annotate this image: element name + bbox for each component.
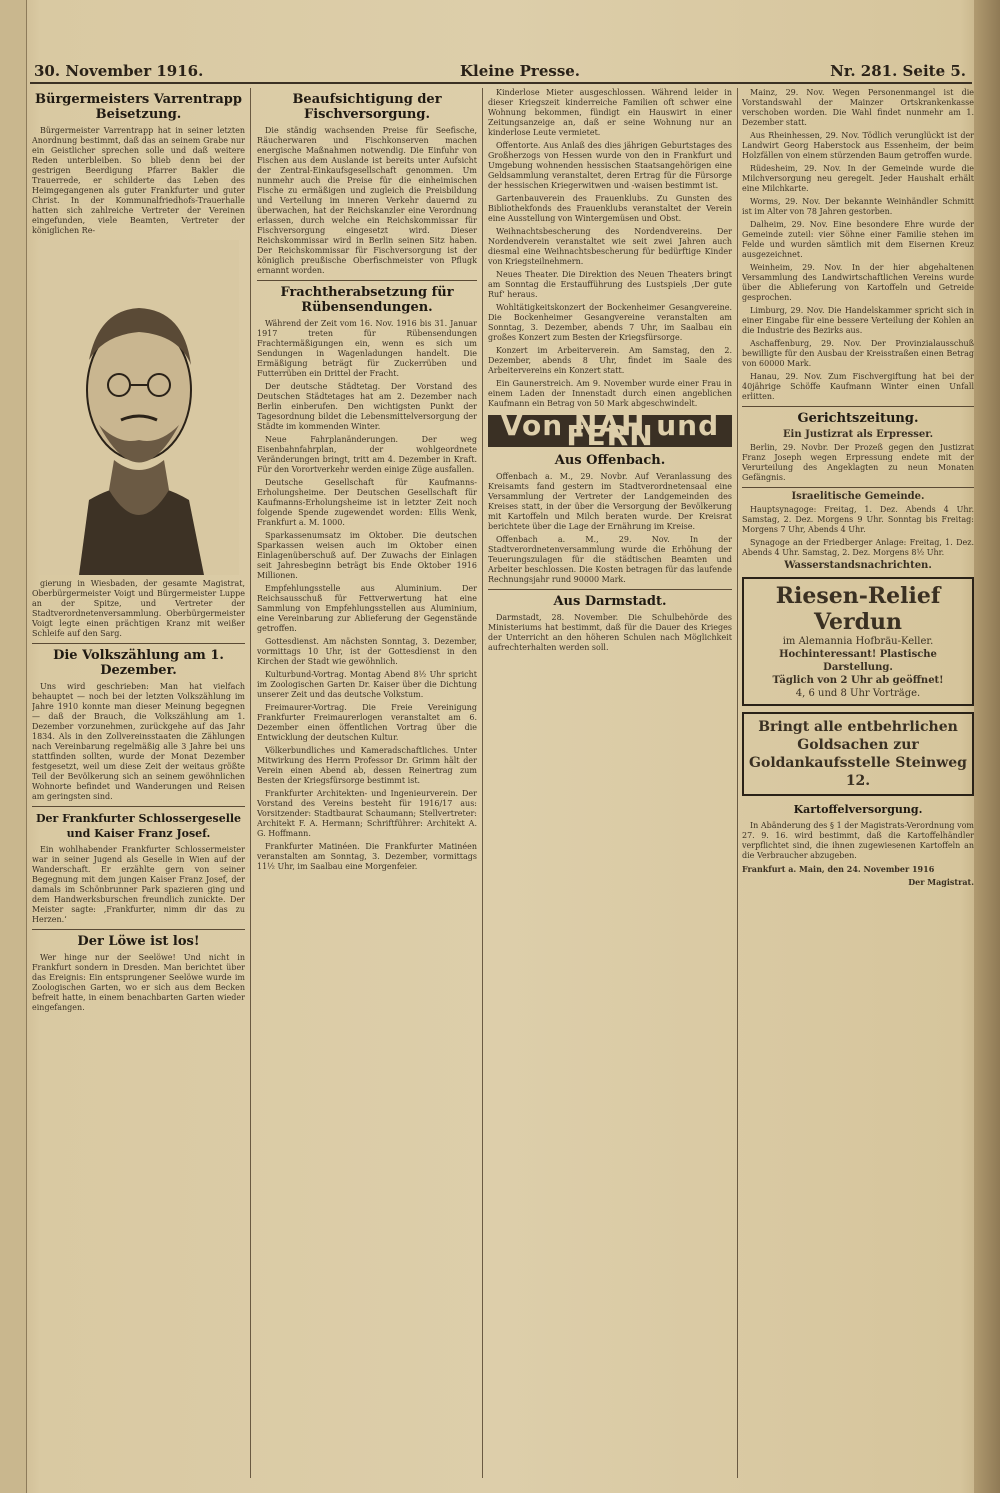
left-margin-strip <box>0 0 27 1493</box>
advertisement-gold: Bringt alle entbehrlichen Goldsachen zur Goldankaufsstelle Steinweg 12. <box>742 712 974 796</box>
article-text: Offentorte. Aus Anlaß des dies jährigen Geburtstages des Großherzogs von Hessen wurde von den in Frankfurt und Umgebung wohnenden hessischen Staatsangehörigen eine Geldsammlung veranstaltet, deren Ertrag für die Fürsorge der hessischen Kriegerwitwen und -waisen bestimmt ist. <box>488 141 732 190</box>
article-heading: Kartoffelversorgung. <box>793 803 923 816</box>
article-text: Weihnachtsbescherung des Nordendvereins. Der Nordendverein veranstaltet wie seit zwei Jahren auch diesmal eine Weihnachtsbescherung für bedürftige Kinder von Kriegsteilnehmern. <box>488 227 732 266</box>
header-date: 30. November 1916. <box>34 62 204 80</box>
article-text: Wohltätigkeitskonzert der Bockenheimer Gesangvereine. Die Bockenheimer Gesangvereine veranstalten am Sonntag, 3. Dezember, abends 7 Uhr, im Saalbau ein großes Konzert zum Besten der Kriegsfürsorge. <box>488 303 732 342</box>
divider <box>32 806 245 807</box>
article-heading: Wasserstandsnachrichten. <box>784 560 932 571</box>
article-text: Uns wird geschrieben: Man hat vielfach behauptet — noch bei der letzten Volkszählung im Jahre 1910 konnte man dieser Meinung begegnen — daß der Brauch, die Volkszählung am 1. Dezember vorzunehmen, zurückgehe auf das Jahr 1834. Als in den Zollvereinsstaaten die Zählungen nach Vereinbarung regelmäßig alle 3 Jahre bei uns stattfinden sollten, wurde der Monat Dezember festgesetzt, weil um diese Zeit der weitaus größte Teil der Bevölkerung sich an seinem gewöhnlichen Wohnorte befindet und Wanderungen und Reisen am geringsten sind. <box>32 682 245 801</box>
divider <box>32 643 245 644</box>
advertisement-verdun <box>742 577 974 706</box>
article-text: Darmstadt, 28. November. Die Schulbehörde des Ministeriums hat bestimmt, daß für die Dauer des Krieges der Unterricht an den höheren Schulen nach Möglichkeit aufrechterhalten werden soll. <box>488 613 732 652</box>
article-text: Neues Theater. Die Direktion des Neuen Theaters bringt am Sonntag die Erstaufführung des Lustspiels ‚Der gute Ruf‘ heraus. <box>488 270 732 299</box>
article-text: gierung in Wiesbaden, der gesamte Magistrat, Oberbürgermeister Voigt und Bürgermeister Luppe an der Spitze, und Vertreter der Stadtverordnetenversammlung. Oberbürgermeister Voigt legte einen prächtigen Kranz mit weißer Schleife auf den Sarg. <box>32 579 245 638</box>
article-text: Der deutsche Städtetag. Der Vorstand des Deutschen Städtetages hat am 2. Dezember nach Berlin einberufen. Den wichtigsten Punkt der Tagesordnung bildet die Lebensmittelversorgung der Städte im kommenden Winter. <box>257 382 477 431</box>
article-text: Rüdesheim, 29. Nov. In der Gemeinde wurde die Milchversorgung neu geregelt. Jeder Haushalt erhält eine Milchkarte. <box>742 164 974 193</box>
article-heading: Der Löwe ist los! <box>77 934 200 949</box>
binding-edge <box>974 0 1000 1493</box>
section-heading: Aus Offenbach. <box>554 453 666 468</box>
section-banner-von-nah-und-fern: Von NAH und FERN <box>488 415 732 447</box>
article-text: Frankfurter Architekten- und Ingenieurverein. Der Vorstand des Vereins besteht für 1916/17 aus: Vorsitzender: Stadtbaurat Schaumann; Stellvertreter: Architekt F. A. Hermann; Schriftführer: Architekt A. G. Hoffmann. <box>257 789 477 838</box>
article-text: Synagoge an der Friedberger Anlage: Freitag, 1. Dez. Abends 4 Uhr. Samstag, 2. Dez. Morgens 8½ Uhr. <box>742 538 974 557</box>
article-heading: Die Volkszählung am 1. Dezember. <box>53 648 224 678</box>
article-heading: Ein Justizrat als Erpresser. <box>782 429 934 440</box>
article-text: Während der Zeit vom 16. Nov. 1916 bis 31. Januar 1917 treten für Rübensendungen Frachtermäßigungen ein, wenn es sich um Sendungen in Wagenladungen handelt. Die Ermäßigung beträgt für Zuckerrüben und Futterrüben ein Drittel der Fracht. <box>257 319 477 378</box>
article-text: Empfehlungsstelle aus Aluminium. Der Reichsausschuß für Fettverwertung hat eine Sammlung von Empfehlungsstellen aus Aluminium, eine Vereinbarung zur Ablieferung der Gegenstände getroffen. <box>257 584 477 633</box>
article-heading: Frachtherabsetzung für Rübensendungen. <box>280 285 454 315</box>
ad-subtitle: im Alemannia Hofbräu-Keller. <box>782 636 934 647</box>
article-heading: Bürgermeisters Varrentrapp Beisetzung. <box>35 92 242 122</box>
article-text: Offenbach a. M., 29. Nov. In der Stadtverordnetenversammlung wurde die Erhöhung der Teuerungszulagen für die städtischen Beamten und Arbeiter beschlossen. Die Kosten betragen für das laufende Rechnungsjahr rund 90000 Mark. <box>488 535 732 584</box>
header-paper-title: Kleine Presse. <box>460 62 581 80</box>
divider <box>742 487 974 488</box>
article-text: Aus Rheinhessen, 29. Nov. Tödlich verunglückt ist der Landwirt Georg Haberstock aus Essenheim, der beim Holzfällen von einem stürzenden Baum getroffen wurde. <box>742 131 974 160</box>
article-text: Ein wohlhabender Frankfurter Schlossermeister war in seiner Jugend als Geselle in Wien auf der Wanderschaft. Er erzählte gern von seiner Begegnung mit dem jungen Kaiser Franz Josef, der damals im Schönbrunner Park spazieren ging und dem Handwerksburschen freundlich zunickte. Der Meister sagte: ‚Frankfurter, nimm dir das zu Herzen.‘ <box>32 845 245 924</box>
article-heading: Beaufsichtigung der Fischversorgung. <box>292 92 442 122</box>
article-heading: Israelitische Gemeinde. <box>791 491 925 502</box>
divider <box>742 406 974 407</box>
article-text: Sparkassenumsatz im Oktober. Die deutschen Sparkassen weisen auch im Oktober einen Einlagenüberschuß auf. Der Zuwachs der Einlagen seit Jahresbeginn beträgt bis Ende Oktober 1916 Millionen. <box>257 531 477 580</box>
divider <box>257 280 477 281</box>
article-text: Die ständig wachsenden Preise für Seefische, Räucherwaren und Fischkonserven machen energische Maßnahmen notwendig. Die Einfuhr von Fischen aus dem Auslande ist bereits unter Aufsicht der Zentral-Einkaufsgesellschaft genommen. Um nunmehr auch die Preise für die einheimischen Fische zu ermäßigen und zugleich die Preisbildung und Verteilung im inneren Verkehr dauernd zu überwachen, hat der Reichskanzler eine Verordnung erlassen, durch welche ein Reichskommissar für Fischversorgung eingesetzt wird. Dieser Reichskommissar wird in Berlin seinen Sitz haben. Der Reichskommissar für Fischversorgung ist der königlich preußische Oberfischmeister von Pflugk ernannt worden. <box>257 126 477 275</box>
article-text: Limburg, 29. Nov. Die Handelskammer spricht sich in einer Eingabe für eine bessere Verteilung der Kohlen an die Industrie des Bezirks aus. <box>742 306 974 335</box>
section-heading: Gerichtszeitung. <box>797 411 919 426</box>
column-2 <box>257 88 477 1483</box>
column-rule <box>737 88 738 1478</box>
header-issue: Nr. 281. Seite 5. <box>830 62 966 80</box>
article-text: Weinheim, 29. Nov. In der hier abgehaltenen Versammlung des Landwirtschaftlichen Vereins wurde über die Ablieferung von Kartoffeln und Getreide gesprochen. <box>742 263 974 302</box>
article-text: Worms, 29. Nov. Der bekannte Weinhändler Schmitt ist im Alter von 78 Jahren gestorben. <box>742 197 974 216</box>
column-1 <box>32 88 245 1483</box>
article-text: Deutsche Gesellschaft für Kaufmanns-Erholungsheime. Der Deutschen Gesellschaft für Kaufmanns-Erholungsheime ist in letzter Zeit noch folgende Spende zugewendet worden: Ellis Wenk, Frankfurt a. M. 1000. <box>257 478 477 527</box>
article-text: Neue Fahrplanänderungen. Der weg Eisenbahnfahrplan, der wohlgeordnete Veränderungen bringt, tritt am 4. Dezember in Kraft. Für den Vorortverkehr werden einige Züge ausfallen. <box>257 435 477 474</box>
page-header <box>30 58 972 84</box>
article-text: Kulturbund-Vortrag. Montag Abend 8½ Uhr spricht im Zoologischen Garten Dr. Kaiser über die Dichtung unserer Zeit und das deutsche Volkstum. <box>257 670 477 699</box>
column-3 <box>488 88 732 1483</box>
article-text: Offenbach a. M., 29. Novbr. Auf Veranlassung des Kreisamts fand gestern im Stadtverordnetensaal eine Versammlung der Vertreter der Landgemeinden des Kreises statt, in der über die Versorgung der Bevölkerung mit Kartoffeln und Milch beraten wurde. Der Kreisrat berichtete über die Lage der Ernährung im Kreise. <box>488 472 732 531</box>
article-text: Gottesdienst. Am nächsten Sonntag, 3. Dezember, vormittags 10 Uhr, ist der Gottesdienst in den Kirchen der Stadt wie gewöhnlich. <box>257 637 477 666</box>
article-text: In Abänderung des § 1 der Magistrats-Verordnung vom 27. 9. 16. wird bestimmt, daß die Kartoffelhändler verpflichtet sind, die ihnen zugewiesenen Kartoffeln an die Verbraucher abzugeben. <box>742 821 974 860</box>
article-text: Ein Gaunerstreich. Am 9. November wurde einer Frau in einem Laden der Innenstadt durch einen angeblichen Kaufmann ein Betrag von 50 Mark abgeschwindelt. <box>488 379 732 408</box>
article-text: Bürgermeister Varrentrapp hat in seiner letzten Anordnung bestimmt, daß das an seinem Grabe nur ein Geistlicher sprechen solle und daß weitere Reden unterbleiben. So blieb denn bei der gestrigen Beerdigung Pfarrer Bakler die Trauerrede, er schilderte das Leben des Heimgegangenen als guter Frankfurter und guter Christ. In der Kommunalfriedhofs-Trauerhalle hatten sich zahlreiche Vertreter der Vereinen eingefunden, viele Beamten, Vertreter der königlichen Re- <box>32 126 245 235</box>
article-heading: Der Frankfurter Schlossergeselle und Kaiser Franz Josef. <box>35 812 242 840</box>
ad-line: Hochinteressant! Plastische Darstellung. <box>779 649 937 673</box>
article-text: Hauptsynagoge: Freitag, 1. Dez. Abends 4 Uhr. Samstag, 2. Dez. Morgens 9 Uhr. Sonntag bis Freitag: Morgens 7 Uhr, Abends 4 Uhr. <box>742 505 974 534</box>
article-text: Berlin, 29. Novbr. Der Prozeß gegen den Justizrat Franz Joseph wegen Erpressung endete mit der Verurteilung des Angeklagten zu neun Monaten Gefängnis. <box>742 443 974 482</box>
article-text: Kinderlose Mieter ausgeschlossen. Während leider in dieser Kriegszeit kinderreiche Familien oft schwer eine Wohnung bekommen, fündigt ein Hauswirt in einer Zeitungsanzeige an, daß er seine Wohnung nur an kinderlose Leute vermietet. <box>488 88 732 137</box>
article-text: Freimaurer-Vortrag. Die Freie Vereinigung Frankfurter Freimaurerlogen veranstaltet am 6. Dezember einen öffentlichen Vortrag über die Entwicklung der deutschen Kultur. <box>257 703 477 742</box>
divider <box>488 589 732 590</box>
ad-title: Riesen-Relief Verdun <box>775 583 941 635</box>
article-text: Dalheim, 29. Nov. Eine besondere Ehre wurde der Gemeinde zuteil: vier Söhne einer Familie stehen im Felde und wurden sämtlich mit dem Eisernen Kreuz ausgezeichnet. <box>742 220 974 259</box>
article-text: Hanau, 29. Nov. Zum Fischvergiftung hat bei der 40jährige Schöffe Kaufmann Winter einen Unfall erlitten. <box>742 372 974 401</box>
signature: Der Magistrat. <box>908 877 974 887</box>
portrait-illustration <box>39 240 239 575</box>
section-heading: Aus Darmstadt. <box>553 594 667 609</box>
article-text: Völkerbundliches und Kameradschaftliches. Unter Mitwirkung des Herrn Professor Dr. Grimm hält der Verein einen Abend ab, dessen Reinertrag zum Besten der Kriegsfürsorge bestimmt ist. <box>257 746 477 785</box>
signature-place-date: Frankfurt a. Main, den 24. November 1916 <box>742 864 935 874</box>
article-text: Konzert im Arbeiterverein. Am Samstag, den 2. Dezember, abends 8 Uhr, findet im Saale des Arbeitervereins ein Konzert statt. <box>488 346 732 375</box>
divider <box>32 929 245 930</box>
column-rule <box>250 88 251 1478</box>
article-text: Frankfurter Matinéen. Die Frankfurter Matinéen veranstalten am Sonntag, 3. Dezember, vormittags 11½ Uhr, im Saalbau eine Morgenfeier. <box>257 842 477 871</box>
article-text: Mainz, 29. Nov. Wegen Personenmangel ist die Vorstandswahl der Mainzer Ortskrankenkasse verschoben worden. Die Wahl findet nunmehr am 1. Dezember statt. <box>742 88 974 127</box>
column-4 <box>742 88 974 1483</box>
ad-line: 4, 6 und 8 Uhr Vorträge. <box>795 688 921 699</box>
article-text: Wer hinge nur der Seelöwe! Und nicht in Frankfurt sondern in Dresden. Man berichtet über das Ereignis: Ein entsprungener Seelöwe wurde im Zoologischen Garten, wo er sich aus dem Becken befreit hatte, in einem benachbarten Garten wieder eingefangen. <box>32 953 245 1012</box>
article-text: Aschaffenburg, 29. Nov. Der Provinzialausschuß bewilligte für den Ausbau der Kreisstraßen einen Betrag von 60000 Mark. <box>742 339 974 368</box>
column-rule <box>482 88 483 1478</box>
article-text: Gartenbauverein des Frauenklubs. Zu Gunsten des Bibliothekfonds des Frauenklubs veranstaltet der Verein eine Ausstellung von Wintergemüsen und Obst. <box>488 194 732 223</box>
ad-line: Täglich von 2 Uhr ab geöffnet! <box>772 675 944 686</box>
